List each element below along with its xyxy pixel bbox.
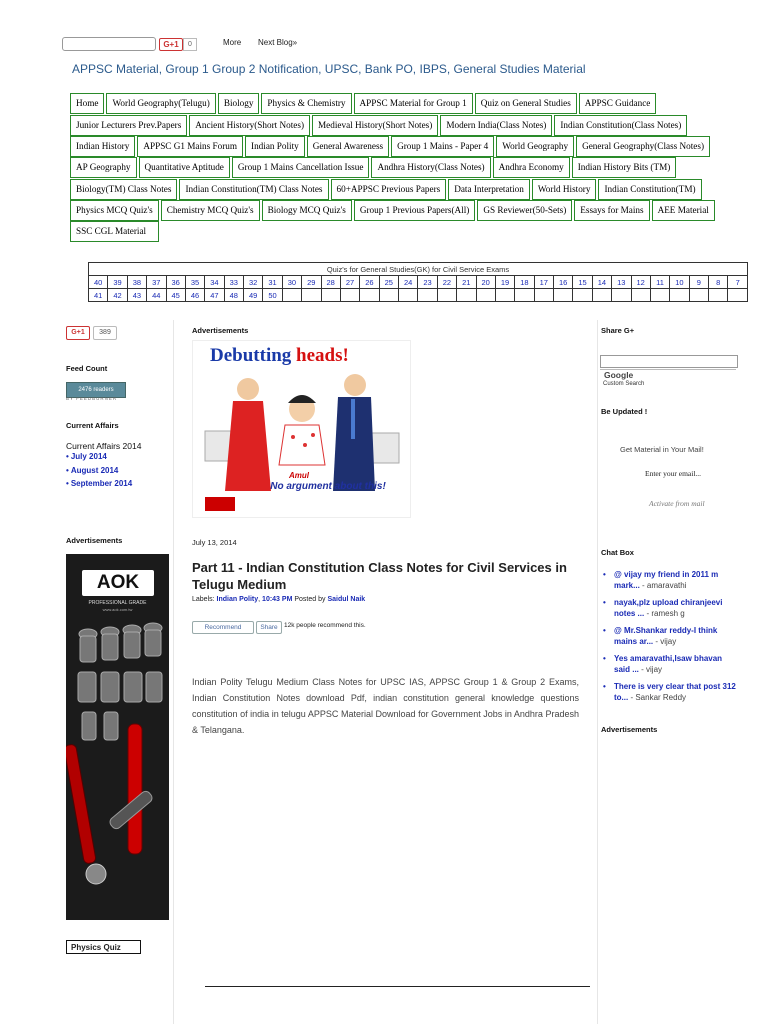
tab-group1-mains-paper4[interactable]: Group 1 Mains - Paper 4 xyxy=(391,136,494,157)
tab-world-history[interactable]: World History xyxy=(532,179,597,200)
chat-item[interactable] xyxy=(601,597,736,619)
quiz-cell[interactable]: 19 xyxy=(495,276,514,289)
left-ads-title: Advertisements xyxy=(66,536,123,545)
quiz-cell[interactable]: 16 xyxy=(554,276,573,289)
list-item[interactable]: • July 2014 xyxy=(66,452,132,466)
chat-list xyxy=(601,569,736,709)
tab-essays-mains[interactable]: Essays for Mains xyxy=(574,200,649,221)
tab-indian-constitution-notes[interactable]: Indian Constitution(Class Notes) xyxy=(554,115,687,136)
site-title[interactable]: APPSC Material, Group 1 Group 2 Notification, UPSC, Bank PO, IBPS, General Studies Material xyxy=(72,62,586,76)
tab-general-geography[interactable]: General Geography(Class Notes) xyxy=(576,136,710,157)
current-affairs-title: Current Affairs xyxy=(66,421,119,430)
quiz-cell[interactable]: 43 xyxy=(127,289,146,302)
tab-andhra-history[interactable]: Andhra History(Class Notes) xyxy=(371,157,490,178)
quiz-cell[interactable]: 7 xyxy=(728,276,748,289)
tab-row-7 xyxy=(70,221,161,242)
quiz-cell xyxy=(631,289,650,302)
be-updated-title: Be Updated ! xyxy=(601,407,648,416)
quiz-cell[interactable]: 26 xyxy=(360,276,379,289)
quiz-cell xyxy=(670,289,689,302)
tab-constitution-tm[interactable]: Indian Constitution(TM) xyxy=(598,179,701,200)
physics-quiz-box[interactable]: Physics Quiz xyxy=(66,940,141,954)
quiz-cell[interactable]: 47 xyxy=(205,289,224,302)
feedburner-caption: BY FEEDBURNER xyxy=(66,396,118,401)
quiz-cell[interactable]: 8 xyxy=(709,276,728,289)
tab-row-4 xyxy=(70,157,678,178)
chat-message: There is very clear that post 312 to... xyxy=(614,682,736,702)
quiz-cell[interactable]: 28 xyxy=(321,276,340,289)
quiz-cell xyxy=(437,289,456,302)
post-title[interactable]: Part 11 - Indian Constitution Class Notes for Civil Services in Telugu Medium xyxy=(192,560,567,592)
main-ads-title: Advertisements xyxy=(192,326,249,335)
quiz-cell[interactable]: 10 xyxy=(670,276,689,289)
tab-row-6 xyxy=(70,200,717,221)
amul-advertisement[interactable] xyxy=(192,340,411,518)
quiz-cell xyxy=(282,289,301,302)
tab-andhra-economy[interactable]: Andhra Economy xyxy=(493,157,570,178)
tab-modern-india[interactable]: Modern India(Class Notes) xyxy=(440,115,552,136)
right-ads-title: Advertisements xyxy=(601,725,658,734)
post-label-link[interactable]: Indian Polity xyxy=(216,596,259,603)
quiz-cell[interactable]: 33 xyxy=(224,276,243,289)
tab-row-2 xyxy=(70,115,689,136)
tab-row-3 xyxy=(70,136,712,157)
quiz-cell[interactable]: 39 xyxy=(108,276,127,289)
tab-ap-geography[interactable]: AP Geography xyxy=(70,157,137,178)
quiz-cell[interactable]: 24 xyxy=(399,276,418,289)
google-logo: Google xyxy=(604,370,634,380)
tab-g1-mains-forum[interactable]: APPSC G1 Mains Forum xyxy=(137,136,243,157)
chat-item[interactable] xyxy=(601,653,736,675)
tab-appsc-guidance[interactable]: APPSC Guidance xyxy=(579,93,657,114)
aok-website: www.aok.com.tw xyxy=(102,607,133,612)
quiz-cell xyxy=(650,289,669,302)
quiz-cell[interactable]: 30 xyxy=(282,276,301,289)
list-item[interactable]: • August 2014 xyxy=(66,466,132,480)
feedburner-badge[interactable]: 2476 readers xyxy=(66,382,126,398)
post-labels-prefix: Labels: xyxy=(192,596,217,603)
post-date: July 13, 2014 xyxy=(192,538,237,547)
quiz-cell xyxy=(340,289,359,302)
quiz-cell xyxy=(418,289,437,302)
quiz-cell xyxy=(728,289,748,302)
aok-logo: AOK xyxy=(82,570,154,596)
post-posted-by: Posted by xyxy=(292,596,328,603)
navbar-gplus-count: 0 xyxy=(183,38,197,51)
quiz-cell xyxy=(476,289,495,302)
tab-constitution-tm-notes[interactable]: Indian Constitution(TM) Class Notes xyxy=(179,179,328,200)
tab-appsc-material[interactable]: APPSC Material for Group 1 xyxy=(354,93,473,114)
quiz-table-row xyxy=(89,289,748,302)
share-button[interactable]: Share xyxy=(256,621,282,634)
tab-quiz-general-studies[interactable]: Quiz on General Studies xyxy=(475,93,577,114)
quiz-cell xyxy=(379,289,398,302)
tab-quantitative-aptitude[interactable]: Quantitative Aptitude xyxy=(139,157,230,178)
tab-mains-cancellation[interactable]: Group 1 Mains Cancellation Issue xyxy=(232,157,370,178)
share-title: Share G+ xyxy=(601,326,635,335)
tab-physics-chemistry[interactable]: Physics & Chemistry xyxy=(261,93,351,114)
post-body: Indian Polity Telugu Medium Class Notes for UPSC IAS, APPSC Group 1 & Group 2 Exams, Indian Constitution Notes download Pdf, indian constitution general knowledge questions constitution of india in telugu APPSC Material Download for Government Jobs in Andhra Pradesh & Telangana. xyxy=(192,677,579,735)
tab-previous-papers[interactable]: 60+APPSC Previous Papers xyxy=(331,179,447,200)
amul-headline-blue: Debutting xyxy=(210,345,297,366)
quiz-cell[interactable]: 22 xyxy=(437,276,456,289)
custom-search-label: Custom Search xyxy=(603,381,645,387)
quiz-cell[interactable]: 20 xyxy=(476,276,495,289)
quiz-cell xyxy=(689,289,708,302)
recommend-count: 12k people recommend this. xyxy=(284,622,366,629)
quiz-cell[interactable]: 21 xyxy=(457,276,476,289)
current-affairs-list xyxy=(66,452,132,493)
quiz-cell[interactable]: 13 xyxy=(612,276,631,289)
quiz-cell[interactable]: 12 xyxy=(631,276,650,289)
aok-advertisement[interactable] xyxy=(66,554,169,920)
navbar-next-blog-link[interactable]: Next Blog» xyxy=(258,38,298,47)
quiz-cell xyxy=(302,289,321,302)
tab-physics-mcq[interactable]: Physics MCQ Quiz's xyxy=(70,200,159,221)
tab-gs-reviewer[interactable]: GS Reviewer(50-Sets) xyxy=(477,200,572,221)
quiz-cell xyxy=(399,289,418,302)
quiz-table-header-row xyxy=(89,263,748,276)
chat-author: - Sankar Reddy xyxy=(628,693,687,702)
tab-indian-polity[interactable]: Indian Polity xyxy=(245,136,305,157)
quiz-cell[interactable]: 36 xyxy=(166,276,185,289)
chat-item[interactable] xyxy=(601,681,736,703)
tab-aee-material[interactable]: AEE Material xyxy=(652,200,715,221)
tab-medieval-history[interactable]: Medieval History(Short Notes) xyxy=(312,115,438,136)
quiz-cell[interactable]: 41 xyxy=(89,289,108,302)
navbar-gplus-button[interactable]: G+1 xyxy=(159,38,183,51)
tab-biology[interactable]: Biology xyxy=(218,93,260,114)
quiz-cell xyxy=(554,289,573,302)
email-field[interactable]: Enter your email... xyxy=(645,469,702,478)
navbar-more-link[interactable]: More xyxy=(223,38,242,47)
quiz-cell[interactable]: 17 xyxy=(534,276,553,289)
sidebar-gplus-button[interactable]: G+1 xyxy=(66,326,90,340)
tab-data-interpretation[interactable]: Data Interpretation xyxy=(448,179,530,200)
quiz-cell[interactable]: 18 xyxy=(515,276,534,289)
chat-message: nayak,plz upload chiranjeevi notes ... xyxy=(614,598,723,618)
amul-caption: No argument about this! xyxy=(270,481,386,492)
quiz-cell[interactable]: 9 xyxy=(689,276,708,289)
recommend-button[interactable]: Recommend xyxy=(192,621,254,634)
list-item[interactable]: • September 2014 xyxy=(66,479,132,493)
quiz-cell[interactable]: 50 xyxy=(263,289,282,302)
post-meta xyxy=(192,596,365,603)
quiz-cell[interactable]: 38 xyxy=(127,276,146,289)
quiz-cell[interactable]: 29 xyxy=(302,276,321,289)
quiz-cell[interactable]: 32 xyxy=(244,276,263,289)
column-divider xyxy=(173,320,174,1024)
post-author-link[interactable]: Saidul Naik xyxy=(327,596,366,603)
navbar-search-input[interactable] xyxy=(62,37,156,51)
quiz-cell xyxy=(515,289,534,302)
quiz-cell[interactable]: 27 xyxy=(340,276,359,289)
quiz-table-header: Quiz's for General Studies(GK) for Civil Service Exams xyxy=(89,263,748,276)
chat-author: - vijay xyxy=(638,665,663,674)
mail-subscribe-title: Get Material in Your Mail! xyxy=(620,445,704,454)
quiz-cell xyxy=(534,289,553,302)
quiz-cell[interactable]: 48 xyxy=(224,289,243,302)
column-divider xyxy=(597,320,598,1024)
tools-image xyxy=(66,554,169,920)
quiz-table xyxy=(88,262,748,302)
quiz-cell[interactable]: 44 xyxy=(147,289,166,302)
quiz-cell[interactable]: 25 xyxy=(379,276,398,289)
quiz-cell[interactable]: 46 xyxy=(185,289,204,302)
quiz-table-row xyxy=(89,276,748,289)
tab-home[interactable]: Home xyxy=(70,93,104,114)
tab-ssc-cgl[interactable]: SSC CGL Material xyxy=(70,221,159,242)
aok-tagline: PROFESSIONAL GRADE xyxy=(88,600,147,606)
tab-world-geography[interactable]: World Geography xyxy=(496,136,574,157)
quiz-cell[interactable]: 14 xyxy=(592,276,611,289)
quiz-cell[interactable]: 31 xyxy=(263,276,282,289)
chat-message: @ Mr.Shankar reddy-I think mains ar... xyxy=(614,626,718,646)
tab-general-awareness[interactable]: General Awareness xyxy=(307,136,389,157)
quiz-cell xyxy=(457,289,476,302)
sidebar-gplus-count: 389 xyxy=(93,326,117,340)
chat-message: @ vijay my friend in 2011 m mark... xyxy=(614,570,719,590)
post-meta-sep: , xyxy=(258,596,263,603)
quiz-cell xyxy=(495,289,514,302)
quiz-cell[interactable]: 37 xyxy=(147,276,166,289)
chat-item[interactable] xyxy=(601,625,736,647)
quiz-cell[interactable]: 45 xyxy=(166,289,185,302)
post-divider xyxy=(205,986,590,987)
chat-author: - vijay xyxy=(653,637,677,646)
quiz-cell xyxy=(592,289,611,302)
chat-author: - ramesh g xyxy=(644,609,685,618)
tab-world-geography-telugu[interactable]: World Geography(Telugu) xyxy=(106,93,215,114)
tab-biology-mcq[interactable]: Biology MCQ Quiz's xyxy=(262,200,352,221)
chat-box-title: Chat Box xyxy=(601,548,634,557)
quiz-cell[interactable]: 23 xyxy=(418,276,437,289)
quiz-cell xyxy=(709,289,728,302)
activate-from-mail: Activate from mail xyxy=(649,499,705,508)
tab-row-1 xyxy=(70,93,658,114)
quiz-cell xyxy=(360,289,379,302)
quiz-cell[interactable]: 49 xyxy=(244,289,263,302)
chat-message: Yes amaravathi,Isaw bhavan said ... xyxy=(614,654,723,674)
quiz-cell xyxy=(321,289,340,302)
quiz-cell[interactable]: 40 xyxy=(89,276,108,289)
tab-chemistry-mcq[interactable]: Chemistry MCQ Quiz's xyxy=(161,200,260,221)
feed-count-title: Feed Count xyxy=(66,364,108,373)
quiz-cell[interactable]: 34 xyxy=(205,276,224,289)
tab-junior-lecturers[interactable]: Junior Lecturers Prev.Papers xyxy=(70,115,187,136)
chat-author: - amaravathi xyxy=(639,581,687,590)
quiz-cell[interactable]: 42 xyxy=(108,289,127,302)
tab-row-5 xyxy=(70,179,704,200)
quiz-cell xyxy=(612,289,631,302)
tab-biology-tm[interactable]: Biology(TM) Class Notes xyxy=(70,179,177,200)
post-time-link[interactable]: 10:43 PM xyxy=(262,596,293,603)
amul-headline-red: heads! xyxy=(296,345,349,366)
current-affairs-heading: Current Affairs 2014 xyxy=(66,441,142,451)
amul-brand: Amul xyxy=(289,471,309,480)
chat-item[interactable] xyxy=(601,569,736,591)
quiz-cell xyxy=(573,289,592,302)
quiz-cell[interactable]: 35 xyxy=(185,276,204,289)
quiz-cell[interactable]: 11 xyxy=(650,276,669,289)
tab-indian-history[interactable]: Indian History xyxy=(70,136,135,157)
tab-group1-previous-papers[interactable]: Group 1 Previous Papers(All) xyxy=(354,200,475,221)
tab-history-bits[interactable]: Indian History Bits (TM) xyxy=(572,157,677,178)
tab-ancient-history[interactable]: Ancient History(Short Notes) xyxy=(189,115,310,136)
quiz-cell[interactable]: 15 xyxy=(573,276,592,289)
